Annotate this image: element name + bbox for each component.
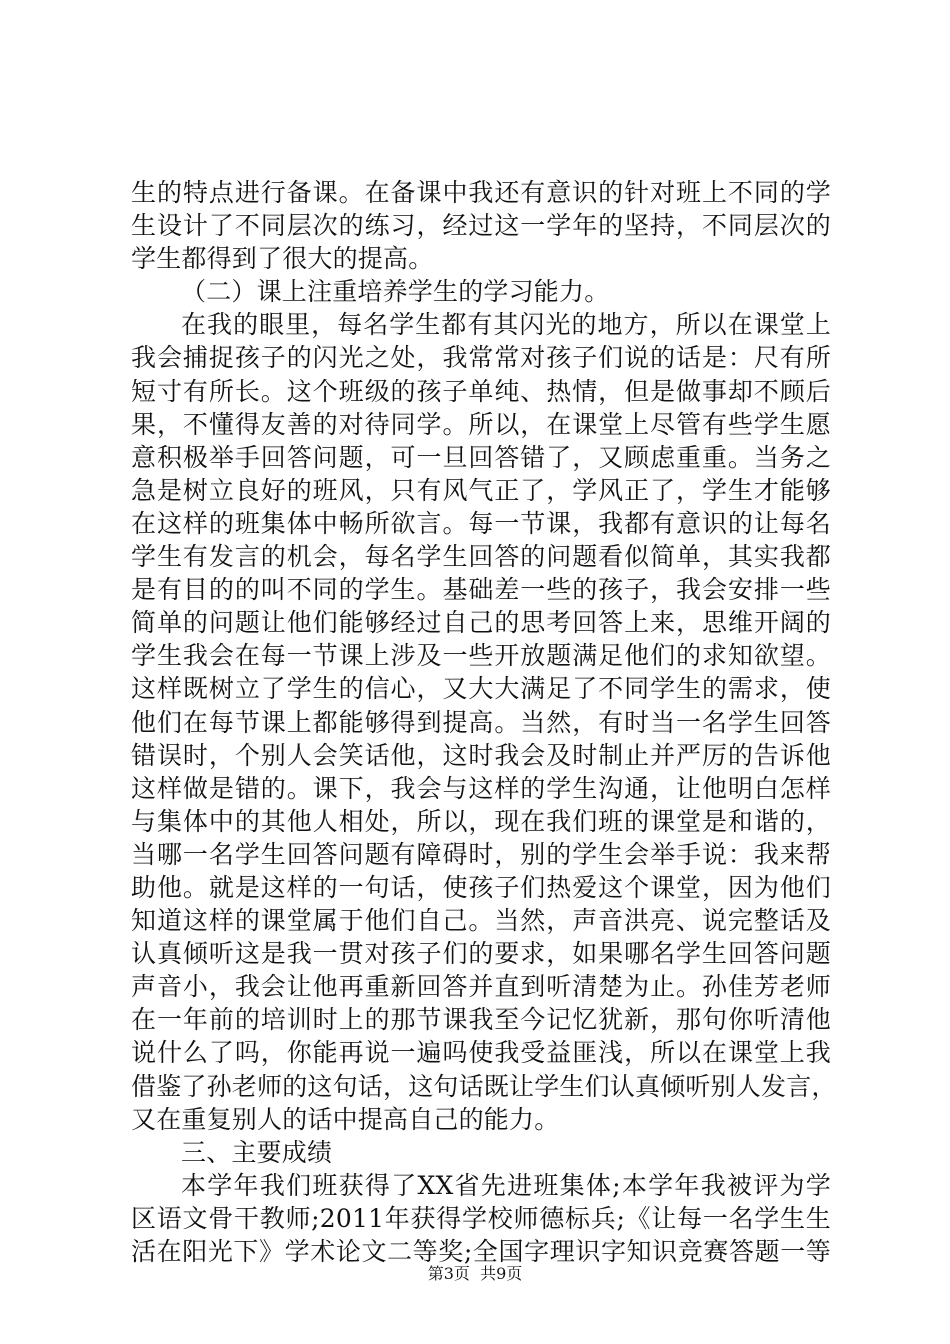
- text-line: 是有目的的叫不同的学生。基础差一些的孩子，我会安排一些: [131, 575, 831, 605]
- text-line: 急是树立良好的班风，只有风气正了，学风正了，学生才能够: [131, 475, 831, 505]
- page-total: 共9页: [480, 1264, 523, 1283]
- text-line: 在一年前的培训时上的那节课我至今记忆犹新，那句你听清他: [131, 1005, 831, 1035]
- text-line: 果，不懂得友善的对待同学。所以，在课堂上尽管有些学生愿: [131, 409, 831, 439]
- text-line: 生设计了不同层次的练习，经过这一学年的坚持，不同层次的: [131, 211, 831, 241]
- text-line: 又在重复别人的话中提高自己的能力。: [131, 1104, 560, 1134]
- text-line: 简单的问题让他们能够经过自己的思考回答上来，思维开阔的: [131, 608, 831, 638]
- text-line: 错误时，个别人会笑话他，这时我会及时制止并严厉的告诉他: [131, 740, 831, 770]
- text-line: 本学年我们班获得了XX省先进班集体;本学年我被评为学: [181, 1170, 831, 1200]
- page-footer: [0, 1264, 950, 1284]
- section-heading: 三、主要成绩: [181, 1137, 333, 1167]
- text-line: 他们在每节课上都能够得到提高。当然，有时当一名学生回答: [131, 707, 831, 737]
- text-line: 学生都得到了很大的提高。: [131, 244, 434, 274]
- text-line: 区语文骨干教师;2011年获得学校师德标兵;《让每一名学生生: [131, 1203, 831, 1233]
- text-line: 学生有发言的机会，每名学生回答的问题看似简单，其实我都: [131, 542, 831, 572]
- text-line: 在我的眼里，每名学生都有其闪光的地方，所以在课堂上: [181, 310, 831, 340]
- section-heading: （二）课上注重培养学生的学习能力。: [181, 277, 610, 307]
- text-line: 意积极举手回答问题，可一旦回答错了，又顾虑重重。当务之: [131, 442, 831, 472]
- text-line: 与集体中的其他人相处，所以，现在我们班的课堂是和谐的，: [131, 806, 831, 836]
- text-line: 活在阳光下》学术论文二等奖;全国字理识字知识竞赛答题一等: [131, 1237, 831, 1266]
- text-line: 助他。就是这样的一句话，使孩子们热爱这个课堂，因为他们: [131, 872, 831, 902]
- text-line: 借鉴了孙老师的这句话，这句话既让学生们认真倾听别人发言，: [131, 1071, 837, 1101]
- text-line: 认真倾听这是我一贯对孩子们的要求，如果哪名学生回答问题: [131, 939, 831, 969]
- text-line: 生的特点进行备课。在备课中我还有意识的针对班上不同的学: [131, 178, 831, 207]
- text-line: 知道这样的课堂属于他们自己。当然，声音洪亮、说完整话及: [131, 906, 831, 936]
- text-line: 短寸有所长。这个班级的孩子单纯、热情，但是做事却不顾后: [131, 376, 831, 406]
- document-body: [131, 176, 837, 1268]
- text-line: 学生我会在每一节课上涉及一些开放题满足他们的求知欲望。: [131, 641, 831, 671]
- text-line: 说什么了吗，你能再说一遍吗使我受益匪浅，所以在课堂上我: [131, 1038, 831, 1068]
- text-line: 这样做是错的。课下，我会与这样的学生沟通，让他明白怎样: [131, 773, 831, 803]
- text-line: 在这样的班集体中畅所欲言。每一节课，我都有意识的让每名: [131, 508, 831, 538]
- text-line: 声音小，我会让他再重新回答并直到听清楚为止。孙佳芳老师: [131, 972, 831, 1002]
- text-line: 这样既树立了学生的信心，又大大满足了不同学生的需求，使: [131, 674, 831, 704]
- text-line: 当哪一名学生回答问题有障碍时，别的学生会举手说：我来帮: [131, 839, 831, 869]
- text-line: 我会捕捉孩子的闪光之处，我常常对孩子们说的话是：尺有所: [131, 343, 831, 373]
- page-number: 第3页: [427, 1264, 470, 1283]
